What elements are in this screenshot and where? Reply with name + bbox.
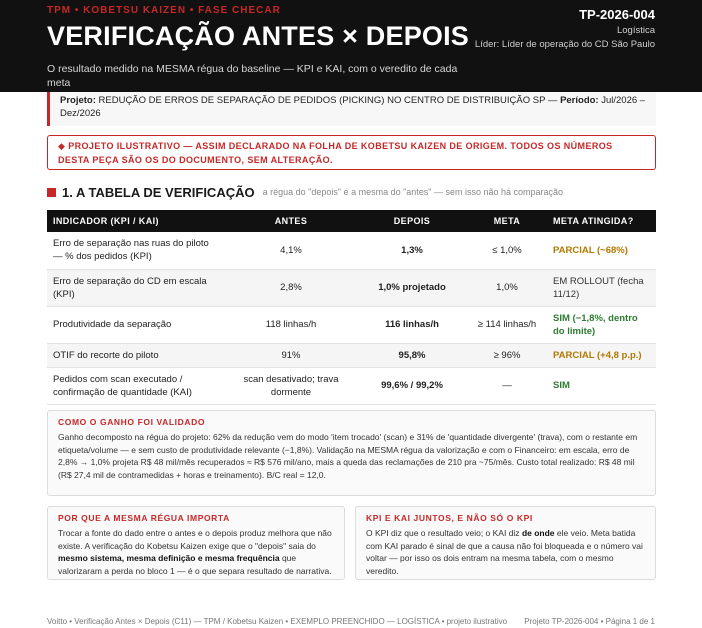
- kpi-kai-title: KPI E KAI JUNTOS, E NÃO SÓ O KPI: [366, 513, 533, 523]
- header-after: DEPOIS: [357, 210, 467, 232]
- cell-target: ≥ 96%: [467, 343, 547, 367]
- cell-indicator: OTIF do recorte do piloto: [47, 343, 225, 367]
- table-header-row: [47, 210, 656, 232]
- verification-table: [47, 210, 656, 405]
- same-ruler-emphasis: mesmo sistema, mesma definição e mesma frequência: [58, 553, 280, 563]
- header-target: META: [467, 210, 547, 232]
- section-title: 1. A TABELA DE VERIFICAÇÃO: [62, 184, 255, 200]
- document-leader: Líder: Líder de operação do CD São Paulo: [474, 39, 655, 50]
- header-kicker: TPM • KOBETSU KAIZEN • FASE CHECAR: [47, 5, 281, 16]
- header-before: ANTES: [225, 210, 357, 232]
- cell-status: SIM (−1,8%, dentro do limite): [547, 306, 656, 343]
- cell-target: 1,0%: [467, 269, 547, 306]
- cell-after: 95,8%: [357, 343, 467, 367]
- same-ruler-text-2: que valorizaram a perda no bloco 1 — é o que separa resultado de narrativa.: [58, 553, 332, 576]
- table-row: [47, 343, 656, 367]
- cell-status: PARCIAL (+4,8 p.p.): [547, 343, 656, 367]
- section-heading: [47, 183, 563, 201]
- cell-target: ≤ 1,0%: [467, 232, 547, 269]
- table-row: [47, 269, 656, 306]
- page-subtitle: O resultado medido na MESMA régua do baseline — KPI e KAI, com o veredito de cada meta: [47, 63, 458, 89]
- kpi-kai-body: [366, 527, 645, 577]
- cell-before: 118 linhas/h: [225, 306, 357, 343]
- same-ruler-box: [47, 506, 345, 580]
- page-title: VERIFICAÇÃO ANTES × DEPOIS: [47, 21, 470, 51]
- cell-indicator: Produtividade da separação: [47, 306, 225, 343]
- project-label: Projeto:: [60, 95, 96, 106]
- document-id: TP-2026-004: [579, 7, 655, 22]
- footer-page-info: Projeto TP-2026-004 • Página 1 de 1: [524, 617, 655, 626]
- section-note: a régua do "depois" é a mesma do "antes" — sem isso não há comparação: [262, 187, 564, 197]
- header-status: META ATINGIDA?: [547, 210, 656, 232]
- section-marker-icon: [47, 188, 56, 197]
- cell-indicator: Erro de separação do CD em escala (KPI): [47, 269, 225, 306]
- cell-after: 1,3%: [357, 232, 467, 269]
- cell-target: ≥ 114 linhas/h: [467, 306, 547, 343]
- same-ruler-title: POR QUE A MESMA RÉGUA IMPORTA: [58, 513, 230, 523]
- table-row: [47, 306, 656, 343]
- kpi-kai-text-1: O KPI diz que o resultado veio; o KAI diz: [366, 528, 520, 538]
- kpi-kai-emphasis: de onde: [521, 528, 555, 538]
- cell-before: 2,8%: [225, 269, 357, 306]
- same-ruler-text-1: Trocar a fonte do dado entre o antes e o depois produz melhora que não existe. A verificação do Kobetsu Kaizen exige que o "depois" saia do: [58, 528, 332, 551]
- cell-indicator: Erro de separação nas ruas do piloto — % dos pedidos (KPI): [47, 232, 225, 269]
- cell-after: 1,0% projetado: [357, 269, 467, 306]
- document-area: Logística: [616, 25, 655, 36]
- period-value: Jul/2026 – Dez/2026: [60, 95, 646, 119]
- cell-indicator: Pedidos com scan executado / confirmação de quantidade (KAI): [47, 367, 225, 404]
- cell-after: 99,6% / 99,2%: [357, 367, 467, 404]
- table-row: [47, 232, 656, 269]
- cell-status: EM ROLLOUT (fecha 11/12): [547, 269, 656, 306]
- kpi-kai-text-2: ele veio. Meta batida com KAI parado é sinal de que a causa não foi bloqueada e o número vai voltar — por isso os dois entram na mesma tabela, com o mesmo veredito.: [366, 528, 643, 576]
- validation-box: [47, 410, 656, 496]
- page-header: [0, 0, 702, 92]
- kpi-kai-box: [355, 506, 656, 580]
- cell-before: 91%: [225, 343, 357, 367]
- cell-status: SIM: [547, 367, 656, 404]
- validation-title: COMO O GANHO FOI VALIDADO: [58, 417, 206, 427]
- project-banner: [47, 92, 656, 126]
- same-ruler-body: [58, 527, 334, 577]
- cell-before: scan desativado; trava dormente: [225, 367, 357, 404]
- cell-before: 4,1%: [225, 232, 357, 269]
- cell-after: 116 linhas/h: [357, 306, 467, 343]
- footer-left: Voitto • Verificação Antes × Depois (C11) — TPM / Kobetsu Kaizen • EXEMPLO PREENCHIDO — LOGÍSTICA • projeto ilustrativo: [47, 617, 508, 626]
- cell-target: —: [467, 367, 547, 404]
- validation-body: Ganho decomposto na régua do projeto: 62% da redução vem do modo 'item trocado' (scan) e 31% de 'quantidade divergente' (trava), com o restante em etiqueta/volume — e sem custo de produtividade relevante (−1,8%). Validação na MESMA régua da valorização e com o Financeiro: em escala, erro de 2,8% → 1,0% projeta R$ 48 mil/mês recuperados ≈ R$ 576 mil/ano, mais a queda das reclamações de 210 pra ~75/mês. Custo total realizado: R$ 48 mil (R$ 27,4 mil de contramedidas + horas e treinamento). B/C real = 12,0.: [58, 432, 638, 480]
- project-text: REDUÇÃO DE ERROS DE SEPARAÇÃO DE PEDIDOS (PICKING) NO CENTRO DE DISTRIBUIÇÃO SP —: [98, 95, 558, 106]
- header-indicator: INDICADOR (KPI / KAI): [47, 210, 225, 232]
- table-row: [47, 367, 656, 404]
- period-label: Período:: [560, 95, 599, 106]
- illustrative-notice: ◆ PROJETO ILUSTRATIVO — ASSIM DECLARADO NA FOLHA DE KOBETSU KAIZEN DE ORIGEM. TODOS OS NÚMEROS DESTA PEÇA SÃO OS DO DOCUMENTO, SEM ALTERAÇÃO.: [47, 135, 656, 170]
- cell-status: PARCIAL (~68%): [547, 232, 656, 269]
